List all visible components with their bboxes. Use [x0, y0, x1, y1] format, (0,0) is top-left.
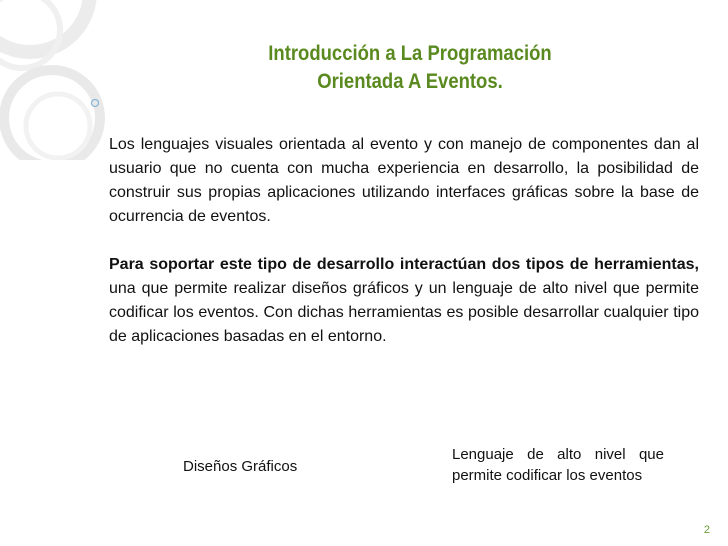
paragraph-intro: Los lenguajes visuales orientada al evento y con manejo de componentes dan al usuario que no cuenta con mucha experiencia en desarrollo, la posibilidad de construir sus propias aplicaciones utilizando interfaces gráficas sobre la base de ocurrencia de eventos. [109, 136, 699, 225]
slide-body [109, 133, 699, 373]
page-number: 2 [703, 524, 710, 536]
title-line-2: Orientada A Eventos. [317, 70, 503, 93]
title-line-1: Introducción a La Programación [268, 42, 552, 65]
slide-title [225, 40, 595, 96]
caption-graphic-design: Diseños Gráficos [183, 458, 298, 475]
paragraph-tools [109, 253, 699, 349]
caption-high-level-language: Lenguaje de alto nivel que permite codificar los eventos [452, 446, 664, 484]
paragraph-tools-bold: Para soportar este tipo de desarrollo interactúan dos tipos de herramientas, [109, 256, 699, 273]
paragraph-tools-rest: una que permite realizar diseños gráficos y un lenguaje de alto nivel que permite codificar los eventos. Con dichas herramientas es posible desarrollar cualquier tipo de aplicaciones basadas en el entorno. [109, 280, 699, 345]
